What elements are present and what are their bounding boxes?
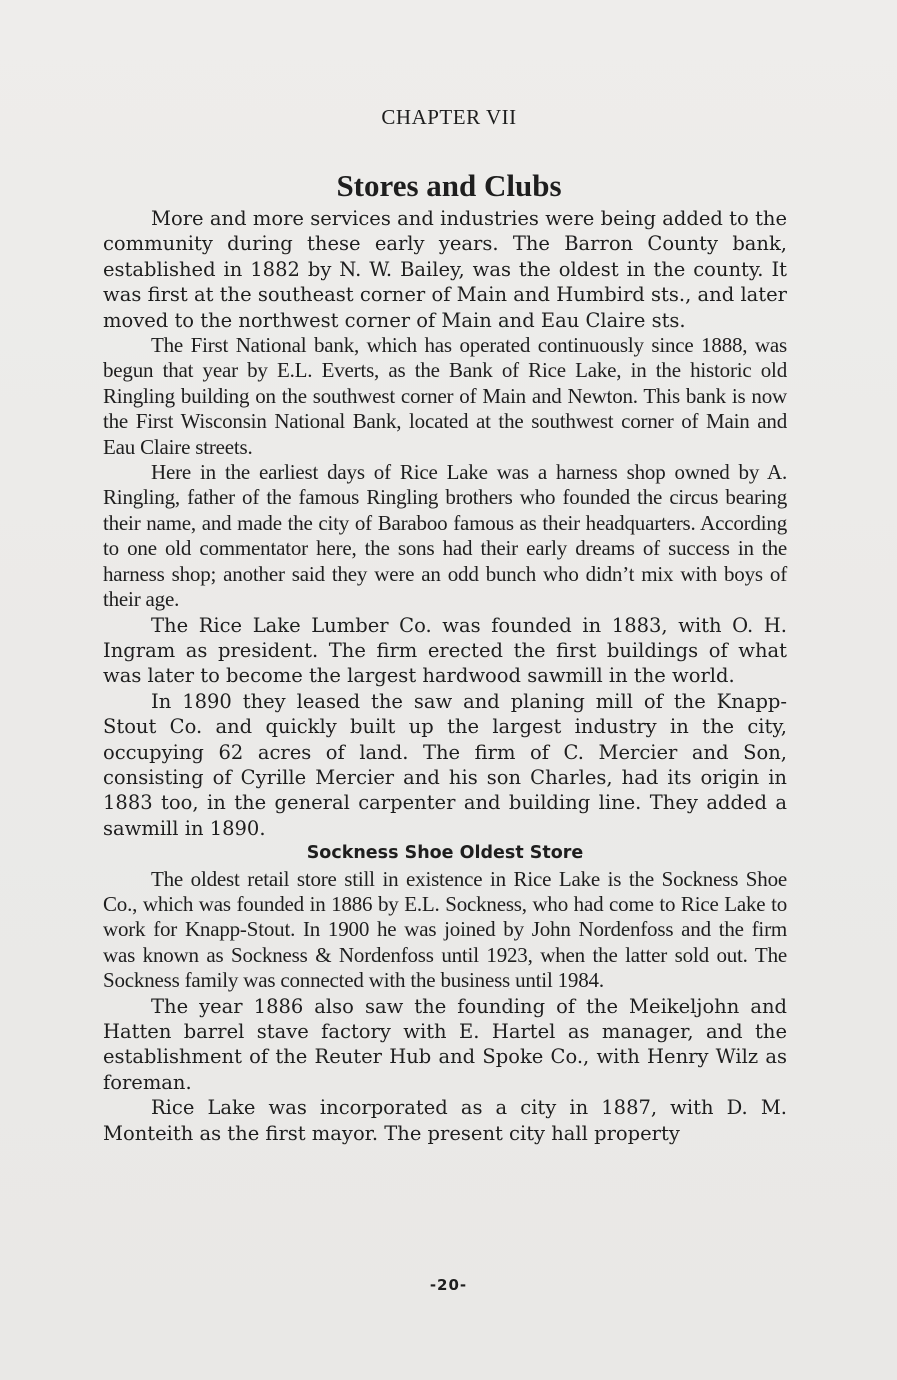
paragraph-stave-factory: The year 1886 also saw the founding of the Meikeljohn and Hatten barrel stave factory with E. Hartel as manager, and the establishment of the Reuter Hub and Spoke Co., with Henry Wilz as foreman.	[103, 994, 787, 1094]
paragraph-knapp-stout-mercier: In 1890 they leased the saw and planing mill of the Knapp-Stout Co. and quickly built up the largest industry in the city, occupying 62 acres of land. The firm of C. Mercier and Son, consisting of Cyrille Mercier and his son Charles, had its origin in 1883 too, in the general carpenter and building line. They added a sawmill in 1890.	[103, 689, 787, 840]
paragraph-sockness-shoe: The oldest retail store still in existence in Rice Lake is the Sockness Shoe Co., which was founded in 1886 by E.L. Sockness, who had come to Rice Lake to work for Knapp-Stout. In 1900 he was joined by John Nordenfoss and the firm was known as Sockness & Nordenfoss until 1923, when the latter sold out. The Sockness family was connected with the business until 1984.	[103, 866, 787, 993]
page-number: -20-	[429, 1276, 468, 1294]
paragraph-banks: More and more services and industries were being added to the community during these early years. The Barron County bank, established in 1882 by N. W. Bailey, was the oldest in the county. It was first at the southeast corner of Main and Humbird sts., and later moved to the northwest corner of Main and Eau Claire sts.	[103, 207, 787, 332]
chapter-heading: CHAPTER VII	[381, 105, 517, 129]
paragraph-city-incorporation: Rice Lake was incorporated as a city in 1887, with D. M. Monteith as the first mayor. The present city hall property	[103, 1096, 787, 1145]
paragraph-ringling-harness-shop: Here in the earliest days of Rice Lake was a harness shop owned by A. Ringling, father of the famous Ringling brothers who founded the circus bearing their name, and made the city of Baraboo famous as their headquarters. According to one old commentator here, the sons had their early dreams of success in the harness shop; another said they were an odd bunch who didn’t mix with boys of their age.	[103, 460, 787, 612]
page-content	[103, 102, 787, 1146]
section-subheading: Sockness Shoe Oldest Store	[306, 843, 584, 864]
paragraph-rice-lake-lumber: The Rice Lake Lumber Co. was founded in 1883, with O. H. Ingram as president. The firm erected the first buildings of what was later to become the largest hardwood sawmill in the world.	[103, 613, 787, 688]
paragraph-first-national-bank: The First National bank, which has operated continuously since 1888, was begun that year by E.L. Everts, as the Bank of Rice Lake, in the historic old Ringling building on the southwest corner of Main and Newton. This bank is now the First Wisconsin National Bank, located at the southwest corner of Main and Eau Claire streets.	[103, 333, 787, 459]
chapter-title: Stores and Clubs	[336, 168, 562, 203]
